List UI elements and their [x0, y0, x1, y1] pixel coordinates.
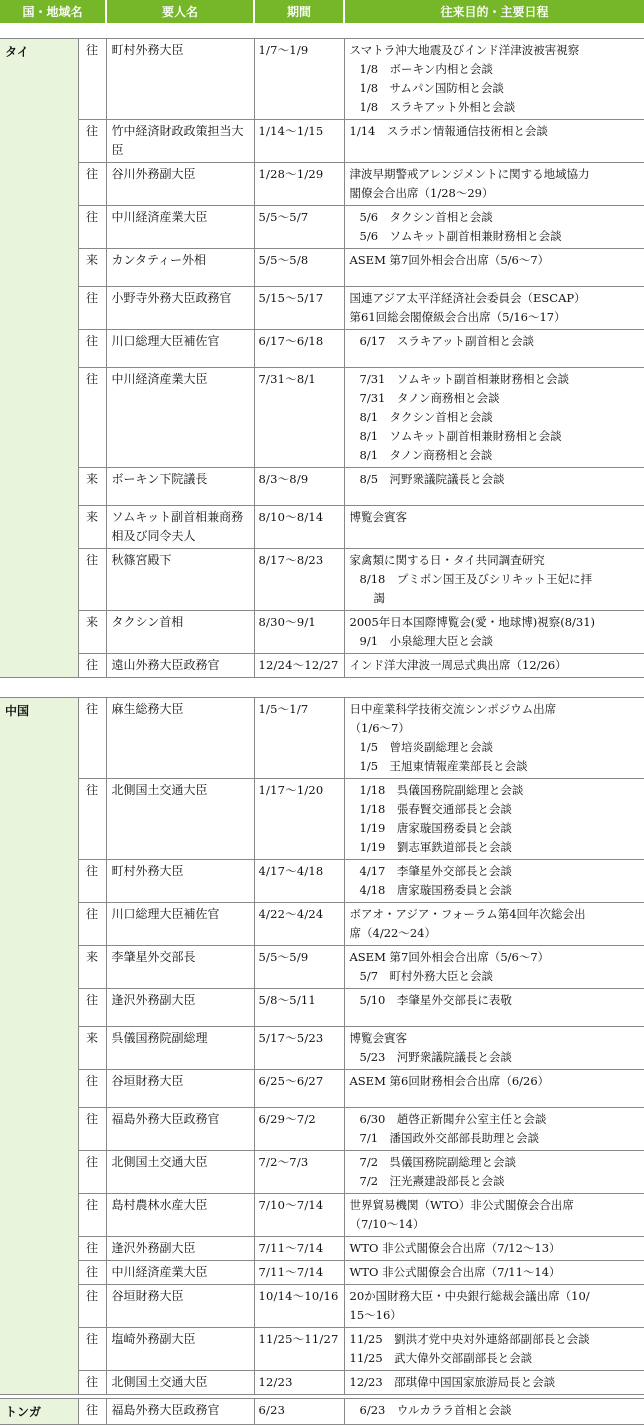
- person-cell: 谷垣財務大臣: [106, 1070, 254, 1108]
- person-cell: 川口総理大臣補佐官: [106, 330, 254, 368]
- purpose-line: 7/2 呉儀国務院副総理と会談: [359, 1155, 517, 1169]
- table-row: [0, 506, 644, 549]
- purpose-cell: [344, 989, 644, 1027]
- direction-cell: 往: [78, 989, 106, 1027]
- person-cell: カンタティー外相: [106, 249, 254, 287]
- country-section: [0, 697, 644, 1395]
- country-name: タイ: [0, 39, 78, 678]
- purpose-cell: [344, 287, 644, 330]
- direction-cell: 往: [78, 1285, 106, 1328]
- table-row: [0, 1070, 644, 1108]
- purpose-cell: [344, 1237, 644, 1261]
- person-cell: 北側国土交通大臣: [106, 779, 254, 860]
- purpose-cell: [344, 1285, 644, 1328]
- person-cell: 中川経済産業大臣: [106, 368, 254, 468]
- header-person: 要人名: [107, 0, 255, 23]
- purpose-line: 博覧会賓客: [349, 1031, 407, 1045]
- purpose-cell: [344, 1070, 644, 1108]
- direction-cell: 往: [78, 1261, 106, 1285]
- purpose-line: 1/19 唐家璇国務委員と会談: [359, 821, 512, 835]
- purpose-line: 12/23 邵琪偉中国国家旅游局長と会談: [349, 1375, 556, 1389]
- purpose-line: 4/18 唐家璇国務委員と会談: [359, 883, 512, 897]
- purpose-line: 席（4/22～24）: [349, 926, 436, 940]
- period-cell: 10/14～10/16: [254, 1285, 344, 1328]
- table-row: [0, 903, 644, 946]
- purpose-line: 謁: [373, 591, 385, 605]
- direction-cell: 往: [78, 1108, 106, 1151]
- country-name: 中国: [0, 698, 78, 1395]
- purpose-cell: [344, 249, 644, 287]
- purpose-line: ボアオ・アジア・フォーラム第4回年次総会出: [349, 907, 586, 921]
- table-row: [0, 1285, 644, 1328]
- period-cell: 12/24～12/27: [254, 654, 344, 678]
- purpose-line: 家禽類に関する日・タイ共同調査研究: [349, 553, 545, 567]
- purpose-line: 8/1 ソムキット副首相兼財務相と会談: [359, 429, 562, 443]
- person-cell: 秋篠宮殿下: [106, 549, 254, 611]
- person-cell: 遠山外務大臣政務官: [106, 654, 254, 678]
- period-cell: 7/10～7/14: [254, 1194, 344, 1237]
- person-cell: 川口総理大臣補佐官: [106, 903, 254, 946]
- purpose-line: WTO 非公式閣僚会合出席（7/11～14）: [349, 1265, 561, 1279]
- direction-cell: 往: [78, 206, 106, 249]
- purpose-line: 5/7 町村外務大臣と会談: [359, 969, 494, 983]
- purpose-line: 7/31 タノン商務相と会談: [359, 391, 500, 405]
- purpose-cell: [344, 549, 644, 611]
- period-cell: 7/2～7/3: [254, 1151, 344, 1194]
- period-cell: 6/17～6/18: [254, 330, 344, 368]
- table-row: [0, 163, 644, 206]
- purpose-line: 1/5 曾培炎副総理と会談: [359, 740, 494, 754]
- person-cell: ソムキット副首相兼商務相及び同令夫人: [106, 506, 254, 549]
- period-cell: 5/8～5/11: [254, 989, 344, 1027]
- purpose-cell: [344, 903, 644, 946]
- table-row: [0, 779, 644, 860]
- purpose-cell: [344, 330, 644, 368]
- period-cell: 1/7～1/9: [254, 39, 344, 120]
- purpose-line: 1/8 サムパン国防相と会談: [359, 81, 504, 95]
- purpose-line: 閣僚会合出席（1/28～29）: [349, 186, 494, 200]
- purpose-line: 第61回総会閣僚級会合出席（5/16～17）: [349, 310, 566, 324]
- person-cell: 福島外務大臣政務官: [106, 1108, 254, 1151]
- table-row: [0, 468, 644, 506]
- period-cell: 8/3～8/9: [254, 468, 344, 506]
- purpose-cell: [344, 779, 644, 860]
- purpose-cell: [344, 163, 644, 206]
- purpose-cell: [344, 1328, 644, 1371]
- purpose-cell: [344, 1027, 644, 1070]
- purpose-cell: [344, 1194, 644, 1237]
- country-name: トンガ: [0, 1399, 78, 1425]
- purpose-line: 1/14 スラポン情報通信技術相と会談: [349, 124, 548, 138]
- purpose-line: 4/17 李肇星外交部長と会談: [359, 864, 512, 878]
- table-row: [0, 1027, 644, 1070]
- table-row: [0, 206, 644, 249]
- direction-cell: 来: [78, 946, 106, 989]
- purpose-line: 7/2 汪光燾建設部長と会談: [359, 1174, 505, 1188]
- period-cell: 8/30～9/1: [254, 611, 344, 654]
- purpose-line: 6/30 趙啓正新聞弁公室主任と会談: [359, 1112, 547, 1126]
- person-cell: タクシン首相: [106, 611, 254, 654]
- person-cell: 麻生総務大臣: [106, 698, 254, 779]
- table-row: [0, 330, 644, 368]
- direction-cell: 往: [78, 698, 106, 779]
- person-cell: 島村農林水産大臣: [106, 1194, 254, 1237]
- period-cell: 8/17～8/23: [254, 549, 344, 611]
- header-period: 期間: [255, 0, 345, 23]
- table-row: [0, 1371, 644, 1395]
- purpose-line: 日中産業科学技術交流シンポジウム出席: [349, 702, 557, 716]
- table-row: [0, 1151, 644, 1194]
- direction-cell: 来: [78, 1027, 106, 1070]
- direction-cell: 往: [78, 39, 106, 120]
- header-country: 国・地域名: [0, 0, 107, 23]
- period-cell: 8/10～8/14: [254, 506, 344, 549]
- table-row: [0, 1194, 644, 1237]
- table-row: [0, 287, 644, 330]
- table-row: [0, 698, 644, 779]
- period-cell: 1/17～1/20: [254, 779, 344, 860]
- table-row: [0, 249, 644, 287]
- table-row: [0, 1237, 644, 1261]
- period-cell: 11/25～11/27: [254, 1328, 344, 1371]
- purpose-cell: [344, 698, 644, 779]
- period-cell: 5/15～5/17: [254, 287, 344, 330]
- direction-cell: 往: [78, 860, 106, 903]
- person-cell: 李肇星外交部長: [106, 946, 254, 989]
- purpose-line: 世界貿易機関（WTO）非公式閣僚会合出席: [349, 1198, 574, 1212]
- purpose-line: ASEM 第7回外相会合出席（5/6～7）: [349, 950, 550, 964]
- table-row: [0, 1328, 644, 1371]
- direction-cell: 往: [78, 1151, 106, 1194]
- period-cell: 4/22～4/24: [254, 903, 344, 946]
- purpose-cell: [344, 1108, 644, 1151]
- table-row: [0, 611, 644, 654]
- purpose-line: インド洋大津波一周忌式典出席（12/26）: [349, 658, 567, 672]
- table-row: [0, 946, 644, 989]
- person-cell: 逢沢外務副大臣: [106, 989, 254, 1027]
- purpose-line: 6/17 スラキアット副首相と会談: [359, 334, 535, 348]
- person-cell: 小野寺外務大臣政務官: [106, 287, 254, 330]
- country-section: [0, 38, 644, 678]
- purpose-line: 9/1 小泉総理大臣と会談: [359, 634, 494, 648]
- period-cell: 6/25～6/27: [254, 1070, 344, 1108]
- period-cell: 4/17～4/18: [254, 860, 344, 903]
- purpose-line: 1/18 呉儀国務院副総理と会談: [359, 783, 524, 797]
- table-row: [0, 120, 644, 163]
- period-cell: 1/5～1/7: [254, 698, 344, 779]
- person-cell: ボーキン下院議長: [106, 468, 254, 506]
- purpose-line: 1/5 王旭東情報産業部長と会談: [359, 759, 528, 773]
- purpose-line: 6/23 ウルカララ首相と会談: [359, 1403, 512, 1417]
- table-row: [0, 654, 644, 678]
- purpose-cell: [344, 654, 644, 678]
- direction-cell: 往: [78, 1371, 106, 1395]
- direction-cell: 往: [78, 1194, 106, 1237]
- direction-cell: 往: [78, 1070, 106, 1108]
- period-cell: 5/5～5/9: [254, 946, 344, 989]
- direction-cell: 来: [78, 468, 106, 506]
- direction-cell: 往: [78, 549, 106, 611]
- purpose-line: 1/18 張春賢交通部長と会談: [359, 802, 512, 816]
- purpose-cell: [344, 611, 644, 654]
- direction-cell: 往: [78, 1237, 106, 1261]
- person-cell: 北側国土交通大臣: [106, 1151, 254, 1194]
- table-row: [0, 549, 644, 611]
- period-cell: 7/11～7/14: [254, 1237, 344, 1261]
- person-cell: 谷垣財務大臣: [106, 1285, 254, 1328]
- purpose-line: 津波早期警戒アレンジメントに関する地域協力: [349, 167, 590, 181]
- purpose-line: 8/5 河野衆議院議長と会談: [359, 472, 505, 486]
- purpose-cell: [344, 120, 644, 163]
- person-cell: 北側国土交通大臣: [106, 1371, 254, 1395]
- purpose-cell: [344, 206, 644, 249]
- purpose-line: 5/10 李肇星外交部長に表敬: [359, 993, 512, 1007]
- person-cell: 谷川外務副大臣: [106, 163, 254, 206]
- purpose-line: 1/8 ボーキン内相と会談: [359, 62, 493, 76]
- person-cell: 塩崎外務副大臣: [106, 1328, 254, 1371]
- period-cell: 12/23: [254, 1371, 344, 1395]
- direction-cell: 往: [78, 779, 106, 860]
- direction-cell: 来: [78, 506, 106, 549]
- direction-cell: 来: [78, 611, 106, 654]
- purpose-cell: [344, 368, 644, 468]
- person-cell: 中川経済産業大臣: [106, 206, 254, 249]
- purpose-line: ASEM 第6回財務相会合出席（6/26）: [349, 1074, 550, 1088]
- purpose-cell: [344, 860, 644, 903]
- person-cell: 町村外務大臣: [106, 860, 254, 903]
- person-cell: 逢沢外務副大臣: [106, 1237, 254, 1261]
- direction-cell: 往: [78, 1328, 106, 1371]
- purpose-line: 博覧会賓客: [349, 510, 407, 524]
- purpose-cell: [344, 39, 644, 120]
- purpose-line: 11/25 劉洪才党中央対外連絡部副部長と会談: [349, 1332, 590, 1346]
- direction-cell: 往: [78, 120, 106, 163]
- period-cell: 6/23: [254, 1399, 344, 1425]
- purpose-line: 8/1 タクシン首相と会談: [359, 410, 493, 424]
- purpose-cell: [344, 1261, 644, 1285]
- purpose-line: ASEM 第7回外相会合出席（5/6～7）: [349, 253, 550, 267]
- period-cell: 1/14～1/15: [254, 120, 344, 163]
- direction-cell: 来: [78, 249, 106, 287]
- person-cell: 中川経済産業大臣: [106, 1261, 254, 1285]
- direction-cell: 往: [78, 1399, 106, 1425]
- table-row: [0, 39, 644, 120]
- purpose-line: 7/1 潘国政外交部部長助理と会談: [359, 1131, 540, 1145]
- purpose-cell: [344, 1371, 644, 1395]
- table-row: [0, 1261, 644, 1285]
- period-cell: 7/11～7/14: [254, 1261, 344, 1285]
- direction-cell: 往: [78, 163, 106, 206]
- direction-cell: 往: [78, 287, 106, 330]
- period-cell: 7/31～8/1: [254, 368, 344, 468]
- purpose-line: 20か国財務大臣・中央銀行総裁会議出席（10/: [349, 1289, 590, 1303]
- direction-cell: 往: [78, 654, 106, 678]
- purpose-line: 7/31 ソムキット副首相兼財務相と会談: [359, 372, 569, 386]
- table-header: [0, 0, 644, 23]
- purpose-line: 15～16）: [349, 1308, 402, 1322]
- purpose-line: スマトラ沖大地震及びインド洋津波被害視察: [349, 43, 580, 57]
- period-cell: 6/29～7/2: [254, 1108, 344, 1151]
- purpose-cell: [344, 506, 644, 549]
- purpose-line: 5/23 河野衆議院議長と会談: [359, 1050, 512, 1064]
- purpose-line: 8/18 プミポン国王及びシリキット王妃に拝: [359, 572, 593, 586]
- table-row: [0, 368, 644, 468]
- purpose-line: （7/10～14）: [349, 1217, 425, 1231]
- purpose-line: （1/6～7）: [349, 721, 410, 735]
- purpose-cell: [344, 468, 644, 506]
- table-row: [0, 1108, 644, 1151]
- direction-cell: 往: [78, 330, 106, 368]
- direction-cell: 往: [78, 903, 106, 946]
- purpose-line: WTO 非公式閣僚会合出席（7/12～13）: [349, 1241, 561, 1255]
- period-cell: 5/17～5/23: [254, 1027, 344, 1070]
- person-cell: 福島外務大臣政務官: [106, 1399, 254, 1425]
- purpose-line: 1/19 劉志軍鉄道部長と会談: [359, 840, 512, 854]
- purpose-cell: [344, 946, 644, 989]
- purpose-line: 5/6 タクシン首相と会談: [359, 210, 493, 224]
- purpose-cell: [344, 1151, 644, 1194]
- table-row: [0, 860, 644, 903]
- purpose-line: 11/25 武大偉外交部副部長と会談: [349, 1351, 533, 1365]
- purpose-line: 8/1 タノン商務相と会談: [359, 448, 493, 462]
- header-purpose: 往来目的・主要日程: [345, 0, 644, 23]
- person-cell: 竹中経済財政政策担当大臣: [106, 120, 254, 163]
- purpose-line: 国連アジア太平洋経済社会委員会（ESCAP）: [349, 291, 586, 305]
- person-cell: 呉儀国務院副総理: [106, 1027, 254, 1070]
- period-cell: 5/5～5/7: [254, 206, 344, 249]
- person-cell: 町村外務大臣: [106, 39, 254, 120]
- period-cell: 1/28～1/29: [254, 163, 344, 206]
- period-cell: 5/5～5/8: [254, 249, 344, 287]
- purpose-line: 1/8 スラキアット外相と会談: [359, 100, 516, 114]
- table-row: [0, 989, 644, 1027]
- direction-cell: 往: [78, 368, 106, 468]
- purpose-line: 5/6 ソムキット副首相兼財務相と会談: [359, 229, 562, 243]
- purpose-line: 2005年日本国際博覧会(愛・地球博)視察(8/31): [349, 615, 596, 629]
